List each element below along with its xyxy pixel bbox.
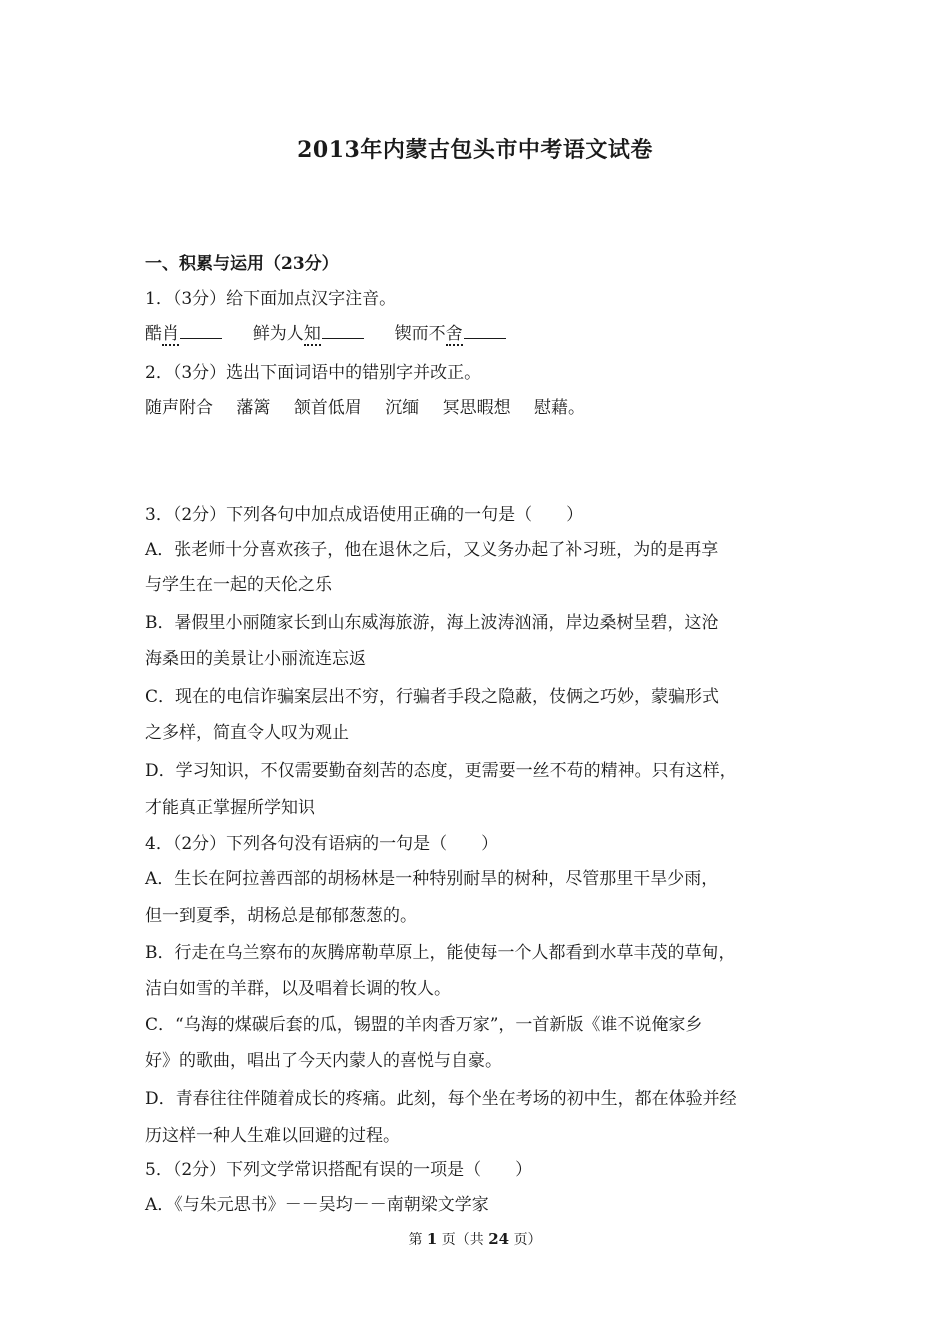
total-pages-number: 24 <box>488 1230 510 1248</box>
q3-option-line: A．张老师十分喜欢孩子，他在退休之后，又义务办起了补习班，为的是再享 <box>145 540 719 560</box>
q4-option-line: 但一到夏季，胡杨总是郁郁葱葱的。 <box>145 906 417 926</box>
q4-option-line: 洁白如雪的羊群，以及唱着长调的牧人。 <box>145 979 451 999</box>
question-1-stem: 1．（3分）给下面加点汉字注音。 <box>145 289 397 309</box>
q4-option-line: 好》的歌曲，唱出了今天内蒙人的喜悦与自豪。 <box>145 1051 502 1071</box>
page-footer: 第 1 页（共 24 页） <box>408 1230 542 1248</box>
q1-item-2: 鲜为人知 <box>253 324 366 344</box>
q3-option-line: 才能真正掌握所学知识 <box>145 798 315 818</box>
q4-option-line: D．青春往往伴随着成长的疼痛。此刻，每个坐在考场的初中生，都在体验并经 <box>145 1089 737 1109</box>
current-page-number: 1 <box>426 1230 438 1248</box>
q1-item-1: 酷肖 <box>145 324 224 344</box>
q3-option-line: 之多样，简直令人叹为观止 <box>145 723 349 743</box>
question-2-stem: 2．（3分）选出下面词语中的错别字并改正。 <box>145 363 482 383</box>
question-2-words: 随声附合 藩篱 颔首低眉 沉缅 冥思暇想 慰藉。 <box>145 398 586 418</box>
q1-item-3: 锲而不舍 <box>395 324 508 344</box>
question-1-items <box>145 322 508 345</box>
q4-option-line: 历这样一种人生难以回避的过程。 <box>145 1126 400 1146</box>
q3-option-line: C．现在的电信诈骗案层出不穷，行骗者手段之隐蔽，伎俩之巧妙，蒙骗形式 <box>145 687 720 707</box>
section-heading: 一、积累与运用（23分） <box>145 254 339 274</box>
question-4-stem: 4．（2分）下列各句没有语病的一句是（ ） <box>145 834 499 854</box>
question-3-stem: 3．（2分）下列各句中加点成语使用正确的一句是（ ） <box>145 505 584 525</box>
q5-option-line: A．《与朱元思书》－－吴均－－南朝梁文学家 <box>145 1195 489 1215</box>
page-title: 2013年内蒙古包头市中考语文试卷 <box>297 137 653 163</box>
question-5-stem: 5．（2分）下列文学常识搭配有误的一项是（ ） <box>145 1160 533 1180</box>
q4-option-line: A．生长在阿拉善西部的胡杨林是一种特别耐旱的树种，尽管那里干旱少雨， <box>145 869 719 889</box>
q3-option-line: 与学生在一起的天伦之乐 <box>145 575 332 595</box>
q4-option-line: C．“乌海的煤碳后套的瓜，锡盟的羊肉香万家”，一首新版《谁不说俺家乡 <box>145 1015 703 1035</box>
q3-option-line: B．暑假里小丽随家长到山东威海旅游，海上波涛汹涌，岸边桑树呈碧，这沧 <box>145 613 719 633</box>
q3-option-line: 海桑田的美景让小丽流连忘返 <box>145 649 366 669</box>
q3-option-line: D．学习知识，不仅需要勤奋刻苦的态度，更需要一丝不苟的精神。只有这样， <box>145 761 737 781</box>
q4-option-line: B．行走在乌兰察布的灰腾席勒草原上，能使每一个人都看到水草丰茂的草甸， <box>145 943 736 963</box>
